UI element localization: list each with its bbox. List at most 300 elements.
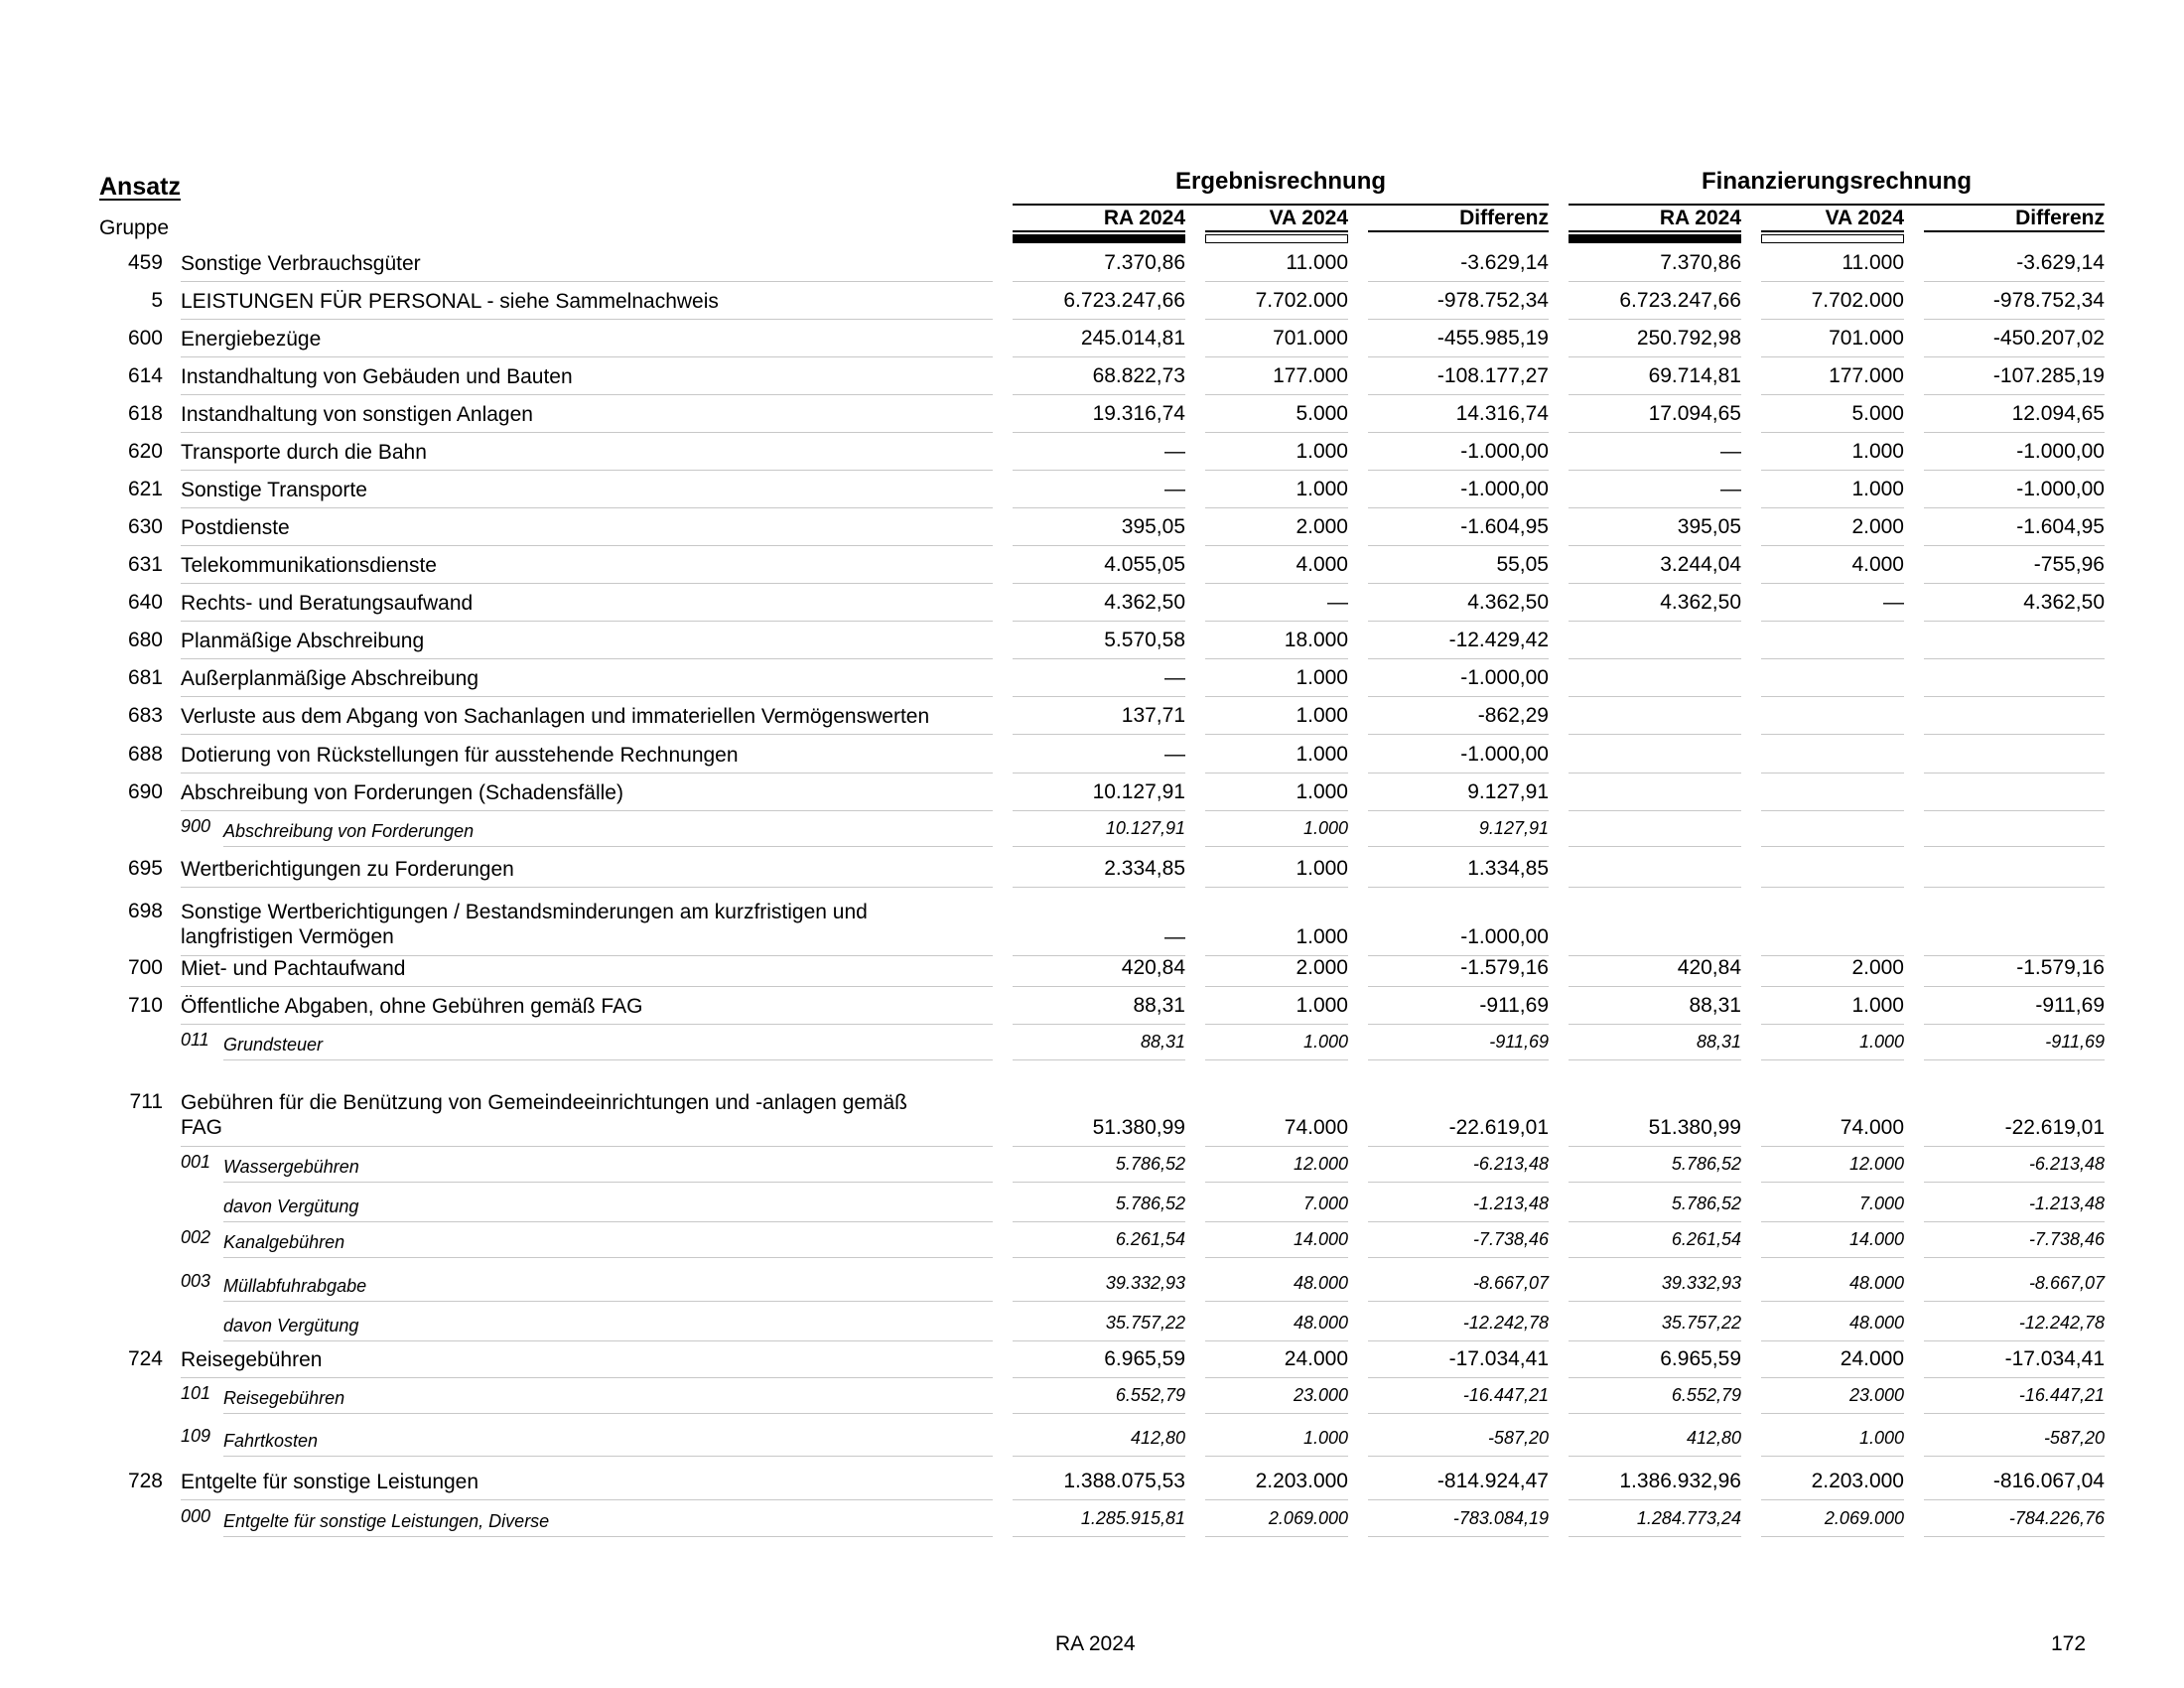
- cell-f-va: 1.000: [1858, 1032, 1904, 1052]
- row-label-continued: langfristigen Vermögen: [181, 925, 394, 948]
- cell-f-ra: 420,84: [1677, 956, 1741, 979]
- cell-separator: [1205, 432, 1348, 433]
- cell-separator: [1013, 507, 1185, 508]
- cell-separator: [1368, 432, 1549, 433]
- cell-e-diff: -862,29: [1477, 704, 1549, 727]
- cell-separator: [1924, 1182, 2105, 1183]
- row-code: 710: [127, 994, 163, 1017]
- cell-f-diff: -3.629,14: [2016, 251, 2105, 274]
- cell-f-ra: 17.094,65: [1648, 402, 1741, 425]
- cell-separator: [1761, 1456, 1904, 1457]
- cell-separator: [1924, 1257, 2105, 1258]
- cell-separator: [1013, 1182, 1185, 1183]
- row-separator: [181, 507, 993, 508]
- cell-separator: [1368, 658, 1549, 659]
- cell-e-diff: -1.213,48: [1472, 1194, 1549, 1213]
- cell-separator: [1569, 1413, 1741, 1414]
- cell-e-va: 177.000: [1273, 364, 1348, 387]
- cell-separator: [1368, 1059, 1549, 1060]
- cell-e-va: —: [1327, 591, 1348, 614]
- row-label: Dotierung von Rückstellungen für ausstehende Rechnungen: [181, 744, 739, 767]
- cell-separator: [1368, 734, 1549, 735]
- cell-separator: [1761, 1146, 1904, 1147]
- cell-e-va: 23.000: [1293, 1385, 1348, 1405]
- cell-separator: [1013, 1301, 1185, 1302]
- cell-separator: [1368, 986, 1549, 987]
- cell-separator: [1205, 734, 1348, 735]
- cell-separator: [1205, 1221, 1348, 1222]
- cell-e-diff: -1.000,00: [1460, 743, 1549, 766]
- row-label: Sonstige Wertberichtigungen / Bestandsminderungen am kurzfristigen und: [181, 901, 868, 923]
- cell-separator: [1761, 1499, 1904, 1500]
- cell-e-ra: 88,31: [1140, 1032, 1185, 1052]
- cell-f-diff: -755,96: [2033, 553, 2105, 576]
- cell-separator: [1569, 1301, 1741, 1302]
- cell-e-diff: -7.738,46: [1472, 1229, 1549, 1249]
- row-separator: [181, 658, 993, 659]
- cell-separator: [1368, 621, 1549, 622]
- finanzierungsrechnung-title: Finanzierungsrechnung: [1701, 168, 1972, 195]
- cell-separator: [1013, 1146, 1185, 1147]
- cell-e-diff: 9.127,91: [1478, 818, 1549, 838]
- row-separator: [181, 394, 993, 395]
- row-label: Postdienste: [181, 516, 290, 539]
- cell-separator: [1205, 470, 1348, 471]
- row-separator: [223, 1059, 993, 1060]
- cell-f-diff: -8.667,07: [2028, 1273, 2105, 1293]
- cell-separator: [1013, 545, 1185, 546]
- cell-separator: [1205, 696, 1348, 697]
- cell-e-diff: -911,69: [1479, 994, 1549, 1017]
- cell-separator: [1368, 773, 1549, 774]
- cell-separator: [1013, 986, 1185, 987]
- cell-f-ra: —: [1720, 478, 1741, 500]
- cell-e-va: 18.000: [1284, 629, 1348, 651]
- cell-e-va: 2.000: [1296, 956, 1348, 979]
- cell-separator: [1205, 1146, 1348, 1147]
- row-code: 620: [127, 440, 163, 463]
- cell-separator: [1761, 1024, 1904, 1025]
- cell-separator: [1013, 432, 1185, 433]
- cell-separator: [1205, 583, 1348, 584]
- row-label: Rechts- und Beratungsaufwand: [181, 592, 474, 615]
- cell-e-ra: 10.127,91: [1105, 818, 1185, 838]
- cell-separator: [1013, 1456, 1185, 1457]
- cell-e-diff: -16.447,21: [1462, 1385, 1549, 1405]
- cell-f-ra: 7.370,86: [1660, 251, 1741, 274]
- row-separator: [181, 319, 993, 320]
- cell-f-diff: -784.226,76: [2008, 1508, 2105, 1528]
- row-separator: [223, 846, 993, 847]
- cell-separator: [1761, 1257, 1904, 1258]
- cell-e-va: 1.000: [1296, 857, 1348, 880]
- cell-separator: [1013, 621, 1185, 622]
- cell-e-ra: 137,71: [1121, 704, 1185, 727]
- cell-f-diff: -816.067,04: [1992, 1470, 2105, 1492]
- row-code: 724: [127, 1347, 163, 1370]
- cell-f-ra: 51.380,99: [1648, 1116, 1741, 1139]
- cell-separator: [1368, 319, 1549, 320]
- cell-separator: [1761, 986, 1904, 987]
- cell-separator: [1569, 621, 1741, 622]
- cell-separator: [1761, 1301, 1904, 1302]
- cell-f-va: 1.000: [1851, 478, 1904, 500]
- cell-separator: [1924, 773, 2105, 774]
- cell-e-ra: 6.552,79: [1115, 1385, 1185, 1405]
- cell-f-diff: -22.619,01: [2004, 1116, 2105, 1139]
- cell-separator: [1569, 394, 1741, 395]
- row-separator: [223, 1182, 993, 1183]
- cell-separator: [1368, 846, 1549, 847]
- cell-separator: [1205, 773, 1348, 774]
- cell-f-diff: -6.213,48: [2028, 1154, 2105, 1174]
- row-code: 640: [127, 591, 163, 614]
- cell-f-diff: -587,20: [2043, 1428, 2105, 1448]
- cell-f-diff: -16.447,21: [2018, 1385, 2105, 1405]
- cell-e-diff: -1.604,95: [1460, 515, 1549, 538]
- cell-separator: [1761, 1059, 1904, 1060]
- cell-separator: [1924, 432, 2105, 433]
- cell-e-ra: 2.334,85: [1104, 857, 1185, 880]
- row-separator: [181, 696, 993, 697]
- cell-e-va: 2.203.000: [1255, 1470, 1348, 1492]
- cell-separator: [1368, 1536, 1549, 1537]
- cell-e-va: 7.000: [1302, 1194, 1348, 1213]
- cell-e-ra: 6.965,59: [1104, 1347, 1185, 1370]
- cell-f-va: 2.000: [1851, 515, 1904, 538]
- cell-separator: [1924, 1456, 2105, 1457]
- row-separator: [181, 470, 993, 471]
- cell-separator: [1924, 1301, 2105, 1302]
- cell-separator: [1205, 810, 1348, 811]
- cell-separator: [1761, 846, 1904, 847]
- cell-f-diff: -7.738,46: [2028, 1229, 2105, 1249]
- row-code: 002: [181, 1227, 211, 1247]
- cell-separator: [1013, 1221, 1185, 1222]
- cell-f-diff: -1.579,16: [2016, 956, 2105, 979]
- cell-f-diff: -107.285,19: [1992, 364, 2105, 387]
- cell-f-ra: 395,05: [1677, 515, 1741, 538]
- row-label: davon Vergütung: [223, 1196, 359, 1216]
- cell-e-ra: 245.014,81: [1080, 327, 1185, 350]
- cell-e-ra: 6.261,54: [1115, 1229, 1185, 1249]
- cell-f-va: 48.000: [1848, 1313, 1904, 1333]
- row-separator: [223, 1301, 993, 1302]
- cell-separator: [1368, 1301, 1549, 1302]
- row-label: Öffentliche Abgaben, ohne Gebühren gemäß FAG: [181, 995, 643, 1018]
- cell-e-ra: —: [1164, 478, 1185, 500]
- row-code: 681: [127, 666, 163, 689]
- cell-separator: [1569, 1257, 1741, 1258]
- row-label: LEISTUNGEN FÜR PERSONAL - siehe Sammelnachweis: [181, 290, 719, 313]
- cell-e-diff: -12.429,42: [1448, 629, 1549, 651]
- row-code: 000: [181, 1506, 211, 1526]
- cell-separator: [1569, 986, 1741, 987]
- row-separator: [223, 1257, 993, 1258]
- row-separator: [223, 1536, 993, 1537]
- cell-separator: [1368, 1377, 1549, 1378]
- cell-f-diff: 4.362,50: [2023, 591, 2105, 614]
- cell-separator: [1368, 583, 1549, 584]
- cell-e-va: 74.000: [1284, 1116, 1348, 1139]
- cell-f-va: 2.000: [1851, 956, 1904, 979]
- cell-separator: [1368, 810, 1549, 811]
- cell-f-ra: 412,80: [1686, 1428, 1741, 1448]
- row-separator: [181, 773, 993, 774]
- cell-separator: [1205, 281, 1348, 282]
- cell-e-va: 14.000: [1293, 1229, 1348, 1249]
- row-code: 683: [127, 704, 163, 727]
- cell-separator: [1013, 734, 1185, 735]
- row-code: 003: [181, 1271, 211, 1291]
- cell-e-ra: 4.362,50: [1104, 591, 1185, 614]
- cell-f-ra: 5.786,52: [1671, 1154, 1741, 1174]
- cell-separator: [1924, 1413, 2105, 1414]
- cell-e-va: 5.000: [1296, 402, 1348, 425]
- cell-e-ra: 39.332,93: [1105, 1273, 1185, 1293]
- cell-separator: [1924, 621, 2105, 622]
- cell-e-diff: -3.629,14: [1460, 251, 1549, 274]
- cell-f-va: 7.000: [1858, 1194, 1904, 1213]
- cell-f-ra: 6.261,54: [1671, 1229, 1741, 1249]
- cell-separator: [1761, 394, 1904, 395]
- cell-separator: [1569, 507, 1741, 508]
- cell-separator: [1205, 846, 1348, 847]
- ergebnis-va-bar: [1205, 234, 1348, 243]
- cell-f-ra: 69.714,81: [1648, 364, 1741, 387]
- cell-separator: [1569, 1059, 1741, 1060]
- cell-f-va: 701.000: [1829, 327, 1904, 350]
- cell-e-va: 1.000: [1296, 743, 1348, 766]
- row-label: Transporte durch die Bahn: [181, 441, 427, 464]
- cell-separator: [1761, 545, 1904, 546]
- cell-separator: [1761, 621, 1904, 622]
- cell-e-va: 701.000: [1273, 327, 1348, 350]
- gruppe-header: Gruppe: [99, 216, 170, 239]
- cell-separator: [1569, 658, 1741, 659]
- cell-separator: [1569, 1182, 1741, 1183]
- row-code: 900: [181, 816, 211, 836]
- row-separator: [181, 1146, 993, 1147]
- row-code: 109: [181, 1426, 211, 1446]
- cell-f-ra: 35.757,22: [1661, 1313, 1741, 1333]
- cell-e-diff: -8.667,07: [1472, 1273, 1549, 1293]
- row-label: Sonstige Verbrauchsgüter: [181, 252, 421, 275]
- cell-separator: [1368, 1456, 1549, 1457]
- ansatz-header: Ansatz: [99, 173, 181, 201]
- cell-separator: [1924, 507, 2105, 508]
- cell-e-va: 24.000: [1284, 1347, 1348, 1370]
- cell-separator: [1368, 1221, 1549, 1222]
- cell-separator: [1761, 1182, 1904, 1183]
- cell-separator: [1569, 696, 1741, 697]
- cell-e-diff: -12.242,78: [1462, 1313, 1549, 1333]
- cell-separator: [1013, 1257, 1185, 1258]
- cell-separator: [1013, 846, 1185, 847]
- cell-e-diff: -1.000,00: [1460, 478, 1549, 500]
- col-finanz-ra: RA 2024: [1569, 207, 1741, 232]
- cell-separator: [1205, 545, 1348, 546]
- cell-f-va: 12.000: [1848, 1154, 1904, 1174]
- row-separator: [181, 1499, 993, 1500]
- cell-separator: [1205, 658, 1348, 659]
- cell-f-ra: 88,31: [1696, 1032, 1741, 1052]
- row-code: 011: [181, 1030, 209, 1050]
- cell-e-ra: 4.055,05: [1104, 553, 1185, 576]
- cell-f-ra: 1.386.932,96: [1619, 1470, 1741, 1492]
- cell-separator: [1013, 1377, 1185, 1378]
- cell-e-diff: 9.127,91: [1467, 780, 1549, 803]
- cell-e-diff: -814.924,47: [1436, 1470, 1549, 1492]
- row-label: Sonstige Transporte: [181, 479, 367, 501]
- cell-e-ra: 19.316,74: [1092, 402, 1185, 425]
- cell-e-ra: 1.388.075,53: [1063, 1470, 1185, 1492]
- cell-e-diff: -1.000,00: [1460, 666, 1549, 689]
- cell-separator: [1924, 1059, 2105, 1060]
- cell-separator: [1368, 1257, 1549, 1258]
- row-code: 621: [127, 478, 163, 500]
- cell-f-ra: 6.965,59: [1660, 1347, 1741, 1370]
- cell-separator: [1368, 507, 1549, 508]
- cell-separator: [1013, 773, 1185, 774]
- cell-separator: [1569, 734, 1741, 735]
- cell-e-ra: 10.127,91: [1092, 780, 1185, 803]
- cell-e-ra: 6.723.247,66: [1063, 289, 1185, 312]
- cell-e-va: 7.702.000: [1255, 289, 1348, 312]
- cell-separator: [1205, 319, 1348, 320]
- cell-f-ra: 5.786,52: [1671, 1194, 1741, 1213]
- cell-separator: [1924, 986, 2105, 987]
- cell-e-ra: —: [1164, 440, 1185, 463]
- cell-f-diff: -911,69: [2035, 994, 2105, 1017]
- cell-e-va: 1.000: [1296, 666, 1348, 689]
- cell-separator: [1924, 846, 2105, 847]
- row-code: 711: [129, 1090, 163, 1113]
- cell-separator: [1013, 887, 1185, 888]
- cell-f-va: 4.000: [1851, 553, 1904, 576]
- cell-separator: [1368, 1499, 1549, 1500]
- cell-separator: [1205, 507, 1348, 508]
- row-label: Instandhaltung von sonstigen Anlagen: [181, 403, 533, 426]
- cell-e-diff: -1.579,16: [1460, 956, 1549, 979]
- cell-separator: [1761, 432, 1904, 433]
- row-separator: [181, 734, 993, 735]
- cell-e-diff: 14.316,74: [1455, 402, 1549, 425]
- row-label: davon Vergütung: [223, 1316, 359, 1336]
- cell-separator: [1205, 887, 1348, 888]
- cell-f-va: 2.203.000: [1811, 1470, 1904, 1492]
- cell-separator: [1368, 1146, 1549, 1147]
- row-code: 690: [127, 780, 163, 803]
- cell-separator: [1924, 1499, 2105, 1500]
- cell-separator: [1368, 1413, 1549, 1414]
- cell-e-ra: —: [1164, 925, 1185, 948]
- row-label-continued: FAG: [181, 1116, 223, 1139]
- cell-f-ra: 3.244,04: [1660, 553, 1741, 576]
- cell-e-ra: —: [1164, 666, 1185, 689]
- row-separator: [181, 545, 993, 546]
- row-separator: [223, 1456, 993, 1457]
- cell-separator: [1013, 583, 1185, 584]
- row-code: 688: [127, 743, 163, 766]
- cell-separator: [1569, 1499, 1741, 1500]
- cell-f-diff: -12.242,78: [2018, 1313, 2105, 1333]
- cell-separator: [1013, 1340, 1185, 1341]
- cell-separator: [1368, 1182, 1549, 1183]
- cell-e-va: 1.000: [1296, 994, 1348, 1017]
- cell-separator: [1013, 1499, 1185, 1500]
- row-separator: [181, 281, 993, 282]
- cell-separator: [1924, 1221, 2105, 1222]
- cell-separator: [1924, 356, 2105, 357]
- cell-separator: [1205, 621, 1348, 622]
- row-code: 001: [181, 1152, 211, 1172]
- cell-separator: [1569, 1456, 1741, 1457]
- cell-f-va: —: [1883, 591, 1904, 614]
- cell-separator: [1013, 394, 1185, 395]
- cell-separator: [1924, 1024, 2105, 1025]
- cell-f-va: 7.702.000: [1811, 289, 1904, 312]
- cell-e-ra: 68.822,73: [1092, 364, 1185, 387]
- cell-e-va: 1.000: [1296, 440, 1348, 463]
- cell-separator: [1368, 470, 1549, 471]
- cell-f-ra: 39.332,93: [1661, 1273, 1741, 1293]
- ergebnis-ra-bar: [1013, 234, 1185, 243]
- row-label: Reisegebühren: [223, 1388, 345, 1408]
- row-code: 631: [127, 553, 163, 576]
- cell-separator: [1924, 319, 2105, 320]
- cell-e-va: 48.000: [1293, 1313, 1348, 1333]
- cell-e-diff: 1.334,85: [1467, 857, 1549, 880]
- cell-f-va: 14.000: [1848, 1229, 1904, 1249]
- cell-e-ra: 412,80: [1130, 1428, 1185, 1448]
- cell-separator: [1761, 507, 1904, 508]
- cell-f-diff: -911,69: [2045, 1032, 2105, 1052]
- cell-separator: [1569, 356, 1741, 357]
- row-label: Müllabfuhrabgabe: [223, 1276, 367, 1296]
- page-number: 172: [2051, 1632, 2087, 1655]
- cell-e-diff: -911,69: [1489, 1032, 1549, 1052]
- cell-e-diff: 55,05: [1496, 553, 1549, 576]
- cell-f-va: 24.000: [1840, 1347, 1904, 1370]
- cell-f-va: 2.069.000: [1824, 1508, 1904, 1528]
- cell-f-diff: -1.000,00: [2016, 478, 2105, 500]
- cell-e-ra: 5.786,52: [1115, 1194, 1185, 1213]
- cell-e-diff: -1.000,00: [1460, 925, 1549, 948]
- cell-e-diff: -783.084,19: [1452, 1508, 1549, 1528]
- cell-separator: [1569, 1221, 1741, 1222]
- row-code: 600: [127, 327, 163, 350]
- cell-f-ra: —: [1720, 440, 1741, 463]
- cell-f-diff: -1.213,48: [2028, 1194, 2105, 1213]
- row-code: 5: [151, 289, 163, 312]
- cell-separator: [1569, 1146, 1741, 1147]
- cell-f-va: 1.000: [1851, 994, 1904, 1017]
- row-code: 618: [127, 402, 163, 425]
- row-label: Gebühren für die Benützung von Gemeindeeinrichtungen und -anlagen gemäß: [181, 1091, 907, 1114]
- cell-separator: [1569, 432, 1741, 433]
- row-separator: [181, 583, 993, 584]
- cell-e-diff: -978.752,34: [1436, 289, 1549, 312]
- cell-e-va: 48.000: [1293, 1273, 1348, 1293]
- cell-separator: [1924, 1146, 2105, 1147]
- cell-separator: [1924, 470, 2105, 471]
- cell-separator: [1924, 734, 2105, 735]
- cell-f-ra: 88,31: [1689, 994, 1741, 1017]
- cell-f-diff: -17.034,41: [2004, 1347, 2105, 1370]
- cell-separator: [1761, 773, 1904, 774]
- cell-separator: [1761, 470, 1904, 471]
